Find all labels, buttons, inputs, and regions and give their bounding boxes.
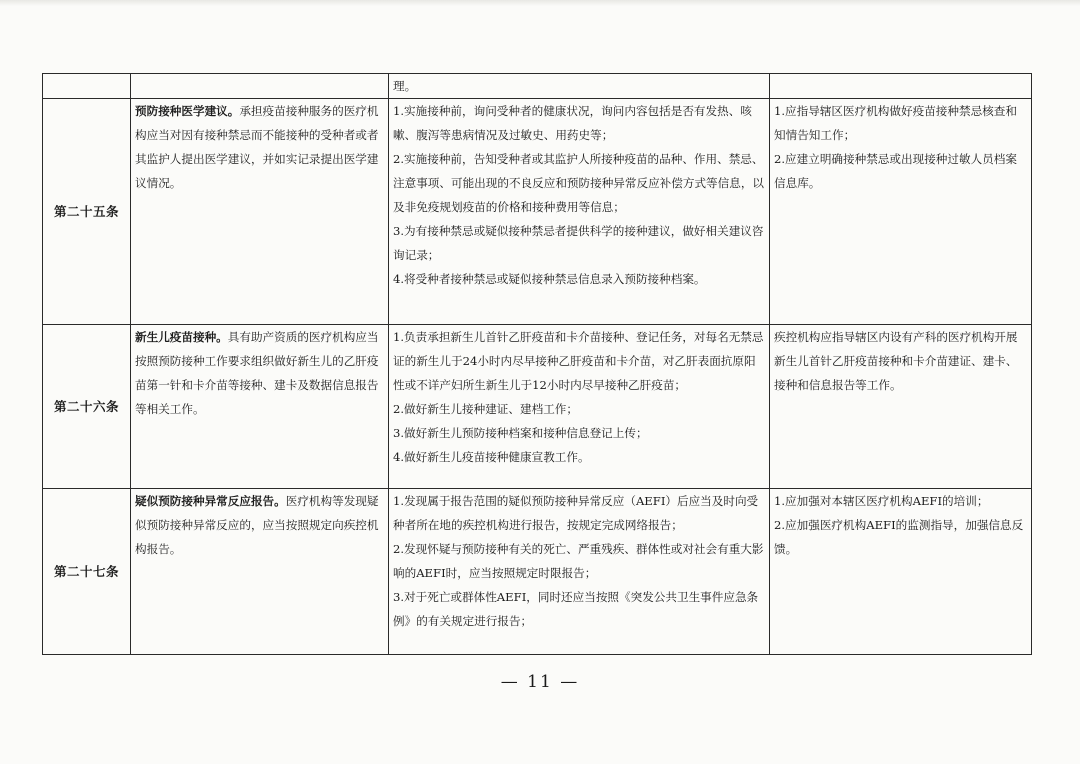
article-label: 第二十七条 [43,489,131,655]
duty-item: 1.负责承担新生儿首针乙肝疫苗和卡介苗接种、登记任务，对每名无禁忌证的新生儿于24小时内尽早接种乙肝疫苗和卡介苗，对乙肝表面抗原阳性或不详产妇所生新生儿于12小时内尽早接种乙肝疫苗； [393,330,764,392]
table-row-continuation [43,74,1032,99]
guidance-cell [770,74,1032,99]
duty-item: 2.实施接种前，告知受种者或其监护人所接种疫苗的品种、作用、禁忌、注意事项、可能出现的不良反应和预防接种异常反应补偿方式等信息，以及非免疫规划疫苗的价格和接种费用等信息； [393,152,765,214]
duties-cell [389,99,770,325]
page-number: — 11 — [500,672,580,692]
guidance-cell [770,325,1032,489]
content-cell [131,489,389,655]
duty-item: 2.做好新生儿接种建证、建档工作； [393,402,578,416]
guidance-cell [770,99,1032,325]
table-row [43,325,1032,489]
duty-item: 1.实施接种前，询问受种者的健康状况，询问内容包括是否有发热、咳嗽、腹泻等患病情况及过敏史、用药史等； [393,104,752,142]
table-row [43,99,1032,325]
duty-item: 3.为有接种禁忌或疑似接种禁忌者提供科学的接种建议，做好相关建议咨询记录； [393,224,764,262]
item-body: 承担疫苗接种服务的医疗机构应当对因有接种禁忌而不能接种的受种者或者其监护人提出医学建议，并如实记录提出医学建议情况。 [135,104,379,190]
page-top-edge [0,0,1080,6]
item-body: 具有助产资质的医疗机构应当按照预防接种工作要求组织做好新生儿的乙肝疫苗第一针和卡介苗等接种、建卡及数据信息报告等相关工作。 [135,330,379,416]
guidance-item: 疾控机构应指导辖区内设有产科的医疗机构开展新生儿首针乙肝疫苗接种和卡介苗建证、建卡、接种和信息报告等工作。 [774,330,1018,392]
guidance-item: 1.应指导辖区医疗机构做好疫苗接种禁忌核查和知情告知工作； [774,104,1017,142]
guidance-item: 2.应加强医疗机构AEFI的监测指导，加强信息反馈。 [774,518,1024,556]
content-cell [131,74,389,99]
regulation-table [42,73,1032,655]
article-label: 第二十五条 [43,99,131,325]
article-cell [43,74,131,99]
duty-item: 4.将受种者接种禁忌或疑似接种禁忌信息录入预防接种档案。 [393,272,706,286]
duties-cell [389,489,770,655]
duty-item: 2.发现怀疑与预防接种有关的死亡、严重残疾、群体性或对社会有重大影响的AEFI时，应当按照规定时限报告； [393,542,764,580]
duty-item: 4.做好新生儿疫苗接种健康宣教工作。 [393,450,590,464]
duties-cell: 理。 [389,74,770,99]
guidance-cell [770,489,1032,655]
guidance-item: 2.应建立明确接种禁忌或出现接种过敏人员档案信息库。 [774,152,1017,190]
duty-item: 1.发现属于报告范围的疑似预防接种异常反应（AEFI）后应当及时向受种者所在地的疾控机构进行报告，按规定完成网络报告； [393,494,759,532]
table-row [43,489,1032,655]
article-label: 第二十六条 [43,325,131,489]
item-body: 医疗机构等发现疑似预防接种异常反应的，应当按照规定向疾控机构报告。 [135,494,379,556]
content-cell [131,99,389,325]
duties-cell [389,325,770,489]
item-title: 新生儿疫苗接种。 [135,330,228,344]
guidance-item: 1.应加强对本辖区医疗机构AEFI的培训； [774,494,989,508]
item-title: 预防接种医学建议。 [135,104,240,118]
content-cell [131,325,389,489]
item-title: 疑似预防接种异常反应报告。 [135,494,286,508]
duty-item: 3.做好新生儿预防接种档案和接种信息登记上传； [393,426,648,440]
duty-item: 3.对于死亡或群体性AEFI，同时还应当按照《突发公共卫生事件应急条例》的有关规定进行报告； [393,590,759,628]
